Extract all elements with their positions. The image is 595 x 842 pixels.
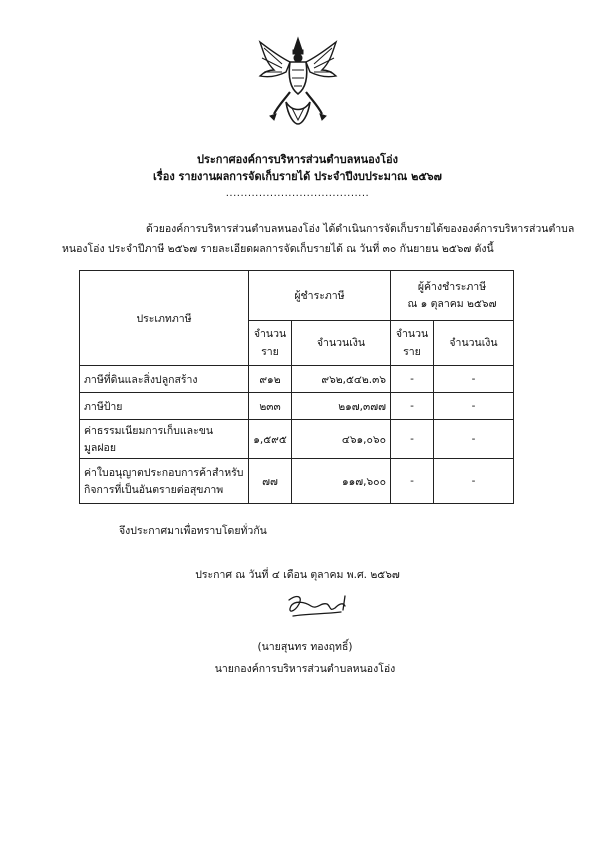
paid-amount-cell: ๑๑๗,๖๐๐ (292, 459, 391, 504)
header-paid-count (249, 320, 292, 365)
header-count-label: จำนวน (395, 327, 429, 340)
announcement-date: ประกาศ ณ วันที่ ๔ เดือน ตุลาคม พ.ศ. ๒๕๖๗ (195, 569, 400, 581)
header-paid-amount: จำนวนเงิน (292, 320, 391, 365)
revenue-table (79, 270, 514, 504)
outstanding-count-cell: - (391, 420, 434, 459)
paid-count-cell: ๗๗ (249, 459, 292, 504)
header-outstanding-count (391, 320, 434, 365)
announcement-title: ประกาศองค์การบริหารส่วนตำบลหนองโอ่ง (196, 153, 398, 166)
table-row (80, 366, 514, 393)
tax-type-cell (80, 459, 249, 504)
paid-count-cell: ๒๓๓ (249, 393, 292, 420)
outstanding-amount-cell: - (434, 393, 514, 420)
tax-type-cell: ค่าธรรมเนียมการเก็บและขนมูลฝอย (80, 420, 249, 459)
tax-type-cell: ภาษีป้าย (80, 393, 249, 420)
header-paid-group: ผู้ชำระภาษี (249, 271, 391, 321)
table-row (80, 459, 514, 504)
tax-type-cell: ภาษีที่ดินและสิ่งปลูกสร้าง (80, 366, 249, 393)
paid-amount-cell: ๔๖๑,๐๖๐ (292, 420, 391, 459)
paid-amount-cell: ๙๖๒,๕๔๒.๓๖ (292, 366, 391, 393)
tax-type-line2: กิจการที่เป็นอันตรายต่อสุขภาพ (84, 484, 224, 496)
header-count-unit: ราย (403, 345, 421, 358)
signer-position: นายกองค์การบริหารส่วนตำบลหนองโอ่ง (214, 663, 396, 675)
header-outstanding-line1: ผู้ค้างชำระภาษี (417, 281, 487, 294)
intro-line-2: หนองโอ่ง ประจำปีภาษี ๒๕๖๗ รายละเอียดผลการจัดเก็บรายได้ ณ วันที่ ๓๐ กันยายน ๒๕๖๗ ดังนี้ (62, 243, 494, 255)
title-separator: ....................................... (225, 188, 370, 199)
header-count-unit: ราย (261, 345, 279, 358)
paid-count-cell: ๑,๕๙๕ (249, 420, 292, 459)
signer-name: (นายสุนทร ทองฤทธิ์) (257, 641, 353, 653)
paid-amount-cell: ๒๑๗,๓๗๗ (292, 393, 391, 420)
header-outstanding-amount: จำนวนเงิน (434, 320, 514, 365)
outstanding-count-cell: - (391, 459, 434, 504)
garuda-emblem (256, 36, 340, 126)
outstanding-count-cell: - (391, 393, 434, 420)
outstanding-count-cell: - (391, 366, 434, 393)
table-row (80, 393, 514, 420)
table-row (80, 420, 514, 459)
header-outstanding-group (391, 271, 514, 321)
outstanding-amount-cell: - (434, 459, 514, 504)
intro-line-1: ด้วยองค์การบริหารส่วนตำบลหนองโอ่ง ได้ดำเนินการจัดเก็บรายได้ขององค์การบริหารส่วนตำบล (146, 223, 575, 235)
closing-statement: จึงประกาศมาเพื่อทราบโดยทั่วกัน (119, 525, 267, 537)
header-count-label: จำนวน (253, 327, 287, 340)
announcement-subject: เรื่อง รายงานผลการจัดเก็บรายได้ ประจำปีงบประมาณ ๒๕๖๗ (153, 170, 442, 183)
handwritten-signature (283, 592, 355, 624)
header-outstanding-line2: ณ ๑ ตุลาคม ๒๕๖๗ (407, 298, 497, 311)
tax-type-line1: ค่าใบอนุญาตประกอบการค้าสำหรับ (84, 467, 244, 479)
header-tax-type: ประเภทภาษี (80, 271, 249, 366)
paid-count-cell: ๙๑๒ (249, 366, 292, 393)
outstanding-amount-cell: - (434, 366, 514, 393)
outstanding-amount-cell: - (434, 420, 514, 459)
